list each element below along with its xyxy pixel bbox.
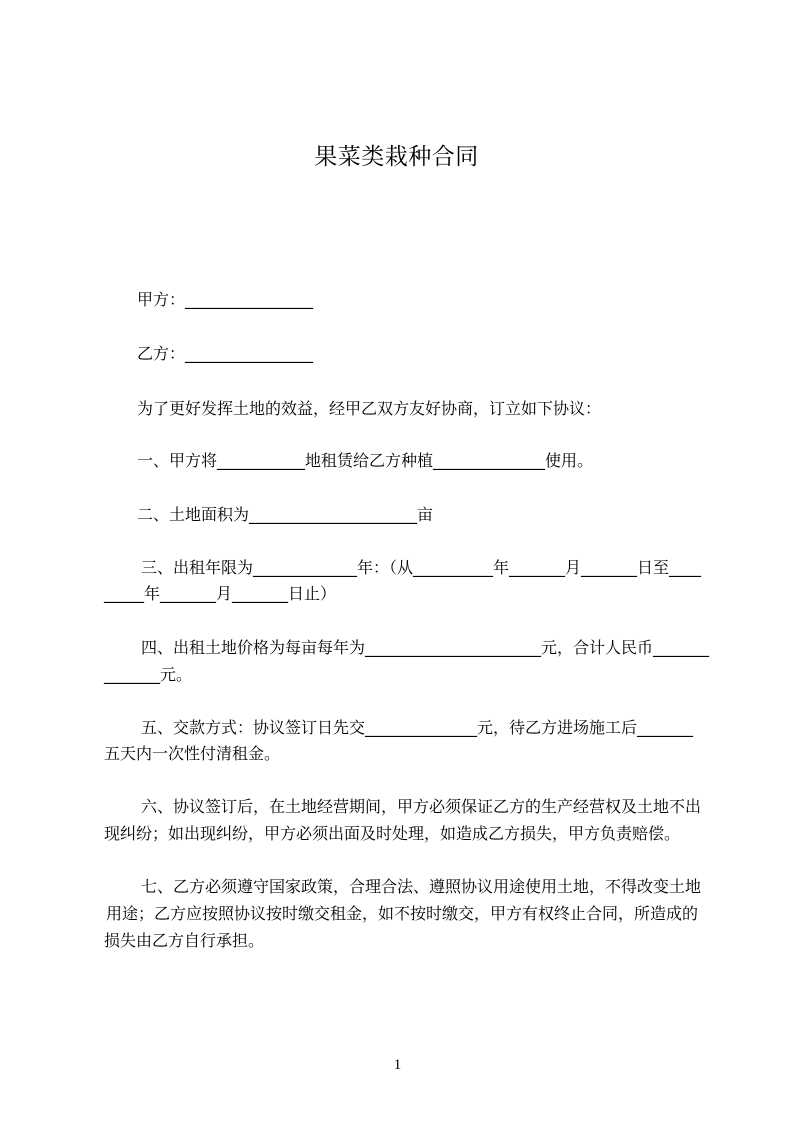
paragraph-line: _______元。: [104, 665, 193, 684]
paragraph-line: 三、出租年限为_____________年：（从__________年_______月_______日至____: [141, 558, 702, 577]
paragraph-line: _____年_______月_______日止）: [104, 584, 337, 603]
paragraph-line: 一、甲方将___________地租赁给乙方种植______________使用。: [137, 451, 594, 470]
paragraph-line: 现纠纷；如出现纠纷，甲方必须出面及时处理，如造成乙方损失，甲方负责赔偿。: [104, 824, 681, 843]
paragraph-line: 五、交款方式：协议签订日先交______________元，待乙方进场施工后_______: [141, 718, 694, 737]
paragraph-line: 乙方：________________: [137, 344, 314, 363]
paragraph-line: 用途；乙方应按照协议按时缴交租金，如不按时缴交，甲方有权终止合同，所造成的: [106, 904, 699, 923]
page-number: 1: [393, 1057, 402, 1073]
document-title: 果菜类栽种合同: [314, 144, 479, 170]
paragraph-line: 二、土地面积为_____________________亩: [137, 505, 434, 524]
paragraph-line: 五天内一次性付清租金。: [104, 744, 281, 763]
paragraph-line: 损失由乙方自行承担。: [104, 931, 265, 950]
paragraph-line: 四、出租土地价格为每亩每年为______________________元，合计人民币_______: [141, 638, 710, 657]
paragraph-line: 甲方：________________: [137, 290, 314, 309]
paragraph-line: 七、乙方必须遵守国家政策，合理合法、遵照协议用途使用土地，不得改变土地: [141, 877, 702, 896]
paragraph-line: 六、协议签订后，在土地经营期间，甲方必须保证乙方的生产经营权及土地不出: [141, 797, 702, 816]
paragraph-line: 为了更好发挥土地的效益，经甲乙双方友好协商，订立如下协议：: [137, 399, 602, 418]
